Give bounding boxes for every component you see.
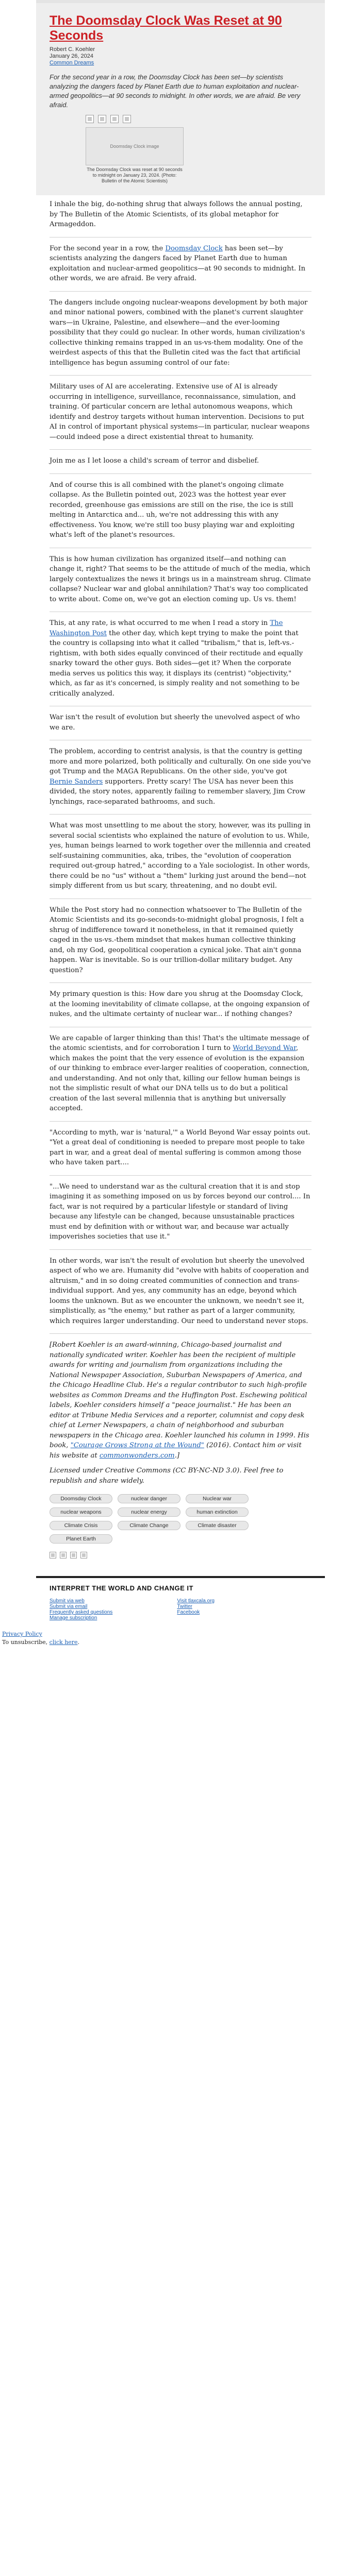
article-paragraph: "...We need to understand war as the cultural creation that it is and stop imagining it as something imposed on us by forces beyond our control.... In fact, war is not required by a particular lifestyle or standard of living because any lifestyle can be changed, because unsustainable practices must end by definition with or without war, and because war actually impoverishes societies that use it." [50,1175,311,1242]
figure-caption: The Doomsday Clock was reset at 90 seconds to midnight on January 23, 2024. (Photo: Bulletin of the Atomic Scientists) [87,167,183,183]
article-date: January 26, 2024 [50,53,94,59]
article-paragraph: What was most unsettling to me about the story, however, was its pulling in several social scientists who explained the nature of evolution to us. While, yes, human beings learned to work together over the millennia and created self-sustaining communities, aka, tribes, the "evolution of cooperation required out-group hatred," according to a Yale sociologist. In other words, there could be no "us" without a "them" lurking just around the bend—not simply different from us but scary, threatening, and no doubt evil. [50,814,311,891]
tag-pill[interactable]: Doomsday Clock [50,1494,112,1503]
share-row-top [86,115,311,123]
twitter-icon[interactable] [60,1552,67,1558]
tag-pill[interactable]: nuclear weapons [50,1507,112,1517]
footer-link[interactable]: Twitter [177,1604,192,1609]
article-paragraph: The dangers include ongoing nuclear-weapons development by both major and minor national powers, combined with the planet's current slaughter wars—in Ukraine, Palestine, and elsewhere—and the ever-looming possibility that they could go nuclear. In other words, human civilization's collective thinking remains trapped in an us-vs-them modality. One of the weirdest aspects of this that the Bulletin cited was the fact that artificial intelligence has begun assuming control of our fate: [50,291,311,368]
inline-link[interactable]: Doomsday Clock [165,244,223,252]
tag-pill[interactable]: Climate Change [118,1521,180,1530]
footer-link[interactable]: Frequently asked questions [50,1609,113,1615]
share-row-bottom [50,1552,311,1558]
source-link[interactable]: Common Dreams [50,60,94,66]
tag-pill[interactable]: nuclear danger [118,1494,180,1503]
article-paragraph: Military uses of AI are accelerating. Extensive use of AI is already occurring in intelligence, surveillance, reconnaissance, simulation, and training. Of particular concern are lethal autonomous weapons, which identify and destroy targets without human intervention. Decisions to put AI in control of important physical systems—in particular, nuclear weapons—could indeed pose a direct existential threat to humanity. [50,375,311,442]
footer-link[interactable]: Manage subscription [50,1615,97,1621]
twitter-icon[interactable] [98,115,106,123]
footer-heading: INTERPRET THE WORLD AND CHANGE IT [50,1584,193,1592]
paragraph-list [50,199,311,1326]
license-note: Licensed under Creative Commons (CC BY-NC-ND 3.0). Feel free to republish and share widely. [50,1467,284,1485]
tag-list [50,1494,311,1544]
privacy-policy-link[interactable]: Privacy Policy [2,1631,42,1637]
doomsday-clock-image: Doomsday Clock image [86,127,184,165]
article-paragraph: War isn't the result of evolution but sheerly the unevolved aspect of who we are. [50,706,311,733]
article-paragraph: We are capable of larger thinking than this! That's the ultimate message of the atomic scientists, and for corroboration I turn to World Beyond War, which makes the point that the very essence of evolution is the expansion of our thinking to embrace ever-larger realities of cooperation, connection, and understanding. And not only that, killing our fellow human beings is not the simplistic result of what our DNA tells us to do but a political creation of the last several millennia that is anything but universally accepted. [50,1027,311,1114]
tag-pill[interactable]: nuclear energy [118,1507,180,1517]
footer-col-submit [50,1598,112,1621]
article-paragraph: This, at any rate, is what occurred to me when I read a story in The Washington Post the other day, which kept trying to make the point that the country is collapsing into what it called "tribalism," that is, left-vs.-rightism, with both sides equally convinced of their rectitude and equally snarky toward the other guys. Both sides—get it? When the corporate media serves us politics this way, it displays its (centrist) "objectivity," which, as far as it's concerned, is simply reality and not something to be critically analyzed. [50,612,311,699]
article-header [36,0,325,195]
facebook-icon[interactable] [86,115,94,123]
article-paragraph: For the second year in a row, the Doomsday Clock has been set—by scientists analyzing the dangers faced by Planet Earth due to human exploitation and nuclear-armed geopolitics—at 90 seconds to midnight. In other words, we are afraid. Be very afraid. [50,237,311,284]
email-icon[interactable] [70,1552,77,1558]
print-icon[interactable] [80,1552,87,1558]
article-paragraph: "According to myth, war is 'natural,'" a World Beyond War essay points out. "Yet a great deal of conditioning is needed to prepare most people to take part in war, and a great deal of mental suffering is common among those who have taken part.... [50,1121,311,1168]
article-paragraph: My primary question is this: How dare you shrug at the Doomsday Clock, at the looming inevitability of climate collapse, at the ongoing expansion of nukes, and the ultimate certainty of nuclear war... if nothing changes? [50,982,311,1020]
footer-link[interactable]: Visit tlaxcala.org [177,1598,215,1604]
article-source [50,60,311,66]
article-figure [86,127,184,184]
unsubscribe-link[interactable]: click here [49,1639,78,1646]
tag-pill[interactable]: Climate disaster [186,1521,249,1530]
footer-link[interactable]: Submit via email [50,1604,88,1609]
book-link[interactable]: "Courage Grows Strong at the Wound" [70,1442,204,1449]
footer-link[interactable]: Submit via web [50,1598,85,1604]
email-body [36,0,325,1629]
footer-links [50,1598,215,1621]
article-body [36,195,325,1576]
inline-link[interactable]: The Washington Post [50,619,283,637]
tag-pill[interactable]: Planet Earth [50,1534,112,1544]
newsletter-footer [36,1576,325,1629]
article-paragraph: I inhale the big, do-nothing shrug that always follows the annual posting, by The Bulletin of the Atomic Scientists, of its global metaphor for Armageddon. [50,200,303,228]
article-paragraph: The problem, according to centrist analysis, is that the country is getting more and more polarized, both politically and culturally. On one side you've got Trump and the MAGA Republicans. On the other side, you've got Bernie Sanders supporters. Pretty scary! The USA has never been this divided, the story notes, apparently failing to remember slavery, Jim Crow lynchings, race-separated bathrooms, and such. [50,740,311,807]
article-paragraph: This is how human civilization has organized itself—and nothing can change it, right? That seems to be the attitude of much of the media, which largely contextualizes the news it brings us in a mainstream shrug. Climate collapse? Nuclear war and global annihilation? That's way too complicated to write about. Come on, we've got an election coming up. Us vs. them! [50,548,311,605]
inline-link[interactable]: Bernie Sanders [50,777,103,786]
website-link[interactable]: commonwonders.com [99,1451,175,1460]
article-author: Robert C. Koehler [50,46,95,53]
article-paragraph: And of course this is all combined with the planet's ongoing climate collapse. As the Bulletin pointed out, 2023 was the hottest year ever recorded, greenhouse gas emissions are still on the rise, the ice is still melting in Antarctica and... uh, we're not addressing this with any effectiveness. You know, we're still too busy playing war and exploiting what's left of the planet's resources. [50,473,311,540]
email-bottom [0,1629,361,1651]
tag-pill[interactable]: human extinction [186,1507,249,1517]
tag-pill[interactable]: Climate Crisis [50,1521,112,1530]
tag-pill[interactable]: Nuclear war [186,1494,249,1503]
article-paragraph: In other words, war isn't the result of evolution but sheerly the unevolved aspect of who we are. Humanity did "evolve with habits of cooperation and altruism," and in so doing created communities of connection and trans-individual support. And yes, any community has an edge, beyond which looms the unknown. But as we encounter the unknown, we needn't see it, simplistically, as "the enemy," but rather as part of a larger community, which requires larger understanding. Our need to understand never stops. [50,1249,311,1327]
article-paragraph: Join me as I let loose a child's scream of terror and disbelief. [50,449,311,466]
article-paragraph: While the Post story had no connection whatsoever to The Bulletin of the Atomic Scientists and its go-seconds-to-midnight global prognosis, I felt a shrug of indifference toward it nonetheless, in that it remained quietly caged in the us-vs.-them mindset that makes human collective thinking and, oh my God, geopolitical cooperation a cynical joke. That ain't gonna happen. War is inevitable. So is our trillion-dollar military budget. Any question? [50,899,311,976]
email-icon[interactable] [110,115,119,123]
footer-link[interactable]: Facebook [177,1609,200,1615]
unsubscribe-line: To unsubscribe, click here. [2,1639,80,1646]
inline-link[interactable]: World Beyond War [233,1044,296,1052]
article-lede: For the second year in a row, the Doomsday Clock has been set—by scientists analyzing the dangers faced by Planet Earth due to human exploitation and nuclear-armed geopolitics—at 90 seconds to midnight. In other words, we are afraid. Be very afraid. [50,73,301,109]
footer-col-social [177,1598,215,1621]
facebook-icon[interactable] [50,1552,56,1558]
print-icon[interactable] [123,115,131,123]
article-title[interactable]: The Doomsday Clock Was Reset at 90 Seconds [50,13,282,43]
author-bio: [Robert Koehler is an award-winning, Chicago-based journalist and nationally syndicated writer. Koehler has been the recipient of multiple awards for writing and journalism from organizations including the National Newspaper Association, Suburban Newspapers of America, and the Chicago Headline Club. He's a regular contributor to such high-profile websites as Common Dreams and the Huffington Post. Eschewing political labels, Koehler considers himself a "peace journalist." He has been an editor at Tribune Media Services and a reporter, columnist and copy desk chief at Lerner Newspapers, a chain of neighborhood and suburban newspapers in the Chicago area. Koehler launched his column in 1999. His book, "Courage Grows Strong at the Wound" (2016). Contact him or visit his website at commonwonders.com.] [50,1333,311,1461]
